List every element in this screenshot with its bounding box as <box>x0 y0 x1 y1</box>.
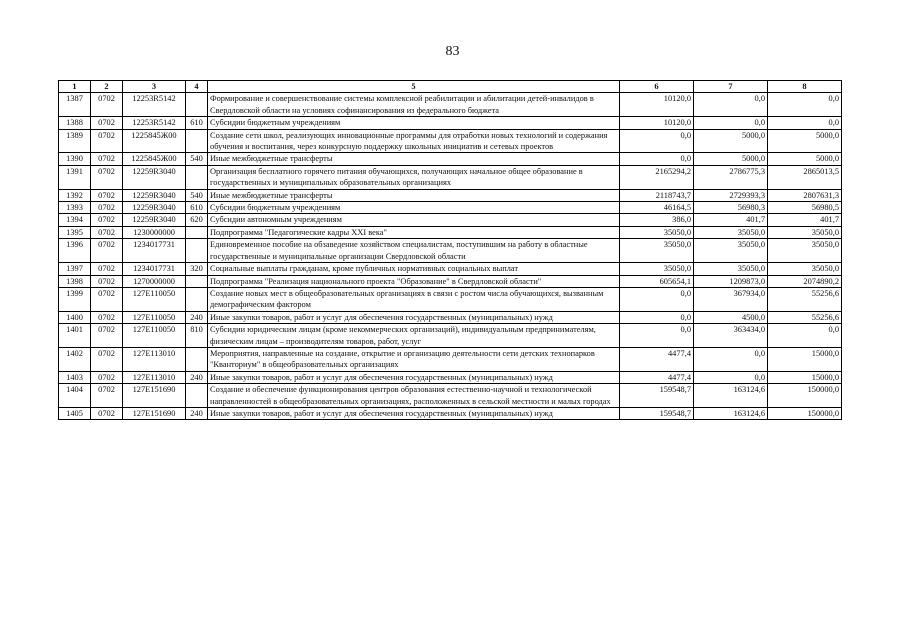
amount-2022-cell: 2074890,2 <box>768 275 842 287</box>
section-code-cell: 0702 <box>91 117 123 129</box>
amount-2021-cell: 56980,3 <box>694 202 768 214</box>
amount-2021-cell: 367934,0 <box>694 287 768 311</box>
target-article-cell: 12253R5142 <box>123 117 186 129</box>
description-cell: Мероприятия, направленные на создание, открытие и организацию деятельности сети детских технопарков "Кванториум" в общеобразовательных организациях <box>208 347 620 371</box>
amount-2021-cell: 0,0 <box>694 117 768 129</box>
table-row <box>59 324 842 348</box>
amount-2022-cell: 15000,0 <box>768 371 842 383</box>
column-header-1: 1 <box>59 81 91 93</box>
expense-type-cell: 320 <box>186 263 208 275</box>
amount-2020-cell: 46164,5 <box>620 202 694 214</box>
section-code-cell: 0702 <box>91 202 123 214</box>
section-code-cell: 0702 <box>91 384 123 408</box>
expense-type-cell <box>186 287 208 311</box>
description-cell: Субсидии юридическим лицам (кроме некоммерческих организаций), индивидуальным предпринимателям, физическим лицам – производителям товаров, работ, услуг <box>208 324 620 348</box>
amount-2022-cell: 5000,0 <box>768 153 842 165</box>
target-article-cell: 1225845Ж00 <box>123 153 186 165</box>
target-article-cell: 127E151690 <box>123 384 186 408</box>
amount-2020-cell: 4477,4 <box>620 371 694 383</box>
section-code-cell: 0702 <box>91 263 123 275</box>
amount-2022-cell: 55256,6 <box>768 311 842 323</box>
amount-2020-cell: 605654,1 <box>620 275 694 287</box>
amount-2022-cell: 35050,0 <box>768 226 842 238</box>
expense-type-cell: 540 <box>186 189 208 201</box>
amount-2021-cell: 401,7 <box>694 214 768 226</box>
target-article-cell: 127E113010 <box>123 347 186 371</box>
amount-2021-cell: 35050,0 <box>694 226 768 238</box>
amount-2021-cell: 0,0 <box>694 347 768 371</box>
table-row <box>59 347 842 371</box>
expense-type-cell: 240 <box>186 371 208 383</box>
amount-2020-cell: 0,0 <box>620 311 694 323</box>
amount-2022-cell: 0,0 <box>768 93 842 117</box>
expense-type-cell <box>186 347 208 371</box>
description-cell: Социальные выплаты гражданам, кроме публичных нормативных социальных выплат <box>208 263 620 275</box>
table-row <box>59 117 842 129</box>
section-code-cell: 0702 <box>91 214 123 226</box>
table-row <box>59 311 842 323</box>
target-article-cell: 1230000000 <box>123 226 186 238</box>
description-cell: Иные межбюджетные трансферты <box>208 189 620 201</box>
table-body <box>59 93 842 420</box>
row-number-cell: 1390 <box>59 153 91 165</box>
table-header-row <box>59 81 842 93</box>
amount-2020-cell: 35050,0 <box>620 239 694 263</box>
amount-2022-cell: 35050,0 <box>768 239 842 263</box>
target-article-cell: 1270000000 <box>123 275 186 287</box>
column-header-3: 3 <box>123 81 186 93</box>
section-code-cell: 0702 <box>91 324 123 348</box>
expense-type-cell <box>186 226 208 238</box>
row-number-cell: 1392 <box>59 189 91 201</box>
target-article-cell: 12259R3040 <box>123 189 186 201</box>
amount-2022-cell: 401,7 <box>768 214 842 226</box>
target-article-cell: 127E151690 <box>123 407 186 419</box>
target-article-cell: 127E110050 <box>123 324 186 348</box>
row-number-cell: 1389 <box>59 129 91 153</box>
table-row <box>59 189 842 201</box>
target-article-cell: 12259R3040 <box>123 165 186 189</box>
amount-2022-cell: 0,0 <box>768 117 842 129</box>
column-header-7: 7 <box>694 81 768 93</box>
amount-2020-cell: 35050,0 <box>620 226 694 238</box>
section-code-cell: 0702 <box>91 189 123 201</box>
table-row <box>59 226 842 238</box>
description-cell: Иные межбюджетные трансферты <box>208 153 620 165</box>
amount-2022-cell: 2807631,3 <box>768 189 842 201</box>
amount-2021-cell: 5000,0 <box>694 129 768 153</box>
amount-2022-cell: 150000,0 <box>768 384 842 408</box>
table-row <box>59 239 842 263</box>
amount-2022-cell: 55256,6 <box>768 287 842 311</box>
row-number-cell: 1391 <box>59 165 91 189</box>
expense-type-cell: 240 <box>186 311 208 323</box>
row-number-cell: 1393 <box>59 202 91 214</box>
table-row <box>59 263 842 275</box>
amount-2021-cell: 1209873,0 <box>694 275 768 287</box>
description-cell: Иные закупки товаров, работ и услуг для обеспечения государственных (муниципальных) нужд <box>208 407 620 419</box>
section-code-cell: 0702 <box>91 347 123 371</box>
description-cell: Создание сети школ, реализующих инновационные программы для отработки новых технологий и содержания обучения и воспитания, через конкурсную поддержку школьных инициатив и сетевых проектов <box>208 129 620 153</box>
section-code-cell: 0702 <box>91 311 123 323</box>
amount-2020-cell: 0,0 <box>620 129 694 153</box>
table-row <box>59 214 842 226</box>
row-number-cell: 1398 <box>59 275 91 287</box>
page-number: 83 <box>445 44 460 59</box>
amount-2020-cell: 0,0 <box>620 324 694 348</box>
target-article-cell: 1225845Ж00 <box>123 129 186 153</box>
row-number-cell: 1396 <box>59 239 91 263</box>
amount-2021-cell: 2729393,3 <box>694 189 768 201</box>
expense-type-cell <box>186 93 208 117</box>
row-number-cell: 1399 <box>59 287 91 311</box>
amount-2020-cell: 2165294,2 <box>620 165 694 189</box>
target-article-cell: 12259R3040 <box>123 202 186 214</box>
section-code-cell: 0702 <box>91 287 123 311</box>
section-code-cell: 0702 <box>91 407 123 419</box>
table-row <box>59 129 842 153</box>
section-code-cell: 0702 <box>91 226 123 238</box>
row-number-cell: 1402 <box>59 347 91 371</box>
amount-2022-cell: 2865013,5 <box>768 165 842 189</box>
expense-type-cell: 810 <box>186 324 208 348</box>
amount-2020-cell: 0,0 <box>620 287 694 311</box>
amount-2021-cell: 35050,0 <box>694 239 768 263</box>
expense-type-cell: 610 <box>186 202 208 214</box>
target-article-cell: 127E110050 <box>123 311 186 323</box>
target-article-cell: 127E113010 <box>123 371 186 383</box>
description-cell: Формирование и совершенствование системы комплексной реабилитации и абилитации детей-инвалидов в Свердловской области на условиях софинансирования из федерального бюджета <box>208 93 620 117</box>
amount-2020-cell: 10120,0 <box>620 117 694 129</box>
amount-2022-cell: 15000,0 <box>768 347 842 371</box>
amount-2021-cell: 163124,6 <box>694 407 768 419</box>
table-row <box>59 371 842 383</box>
table-row <box>59 275 842 287</box>
amount-2021-cell: 0,0 <box>694 371 768 383</box>
section-code-cell: 0702 <box>91 153 123 165</box>
column-header-2: 2 <box>91 81 123 93</box>
description-cell: Иные закупки товаров, работ и услуг для обеспечения государственных (муниципальных) нужд <box>208 311 620 323</box>
amount-2022-cell: 5000,0 <box>768 129 842 153</box>
amount-2020-cell: 0,0 <box>620 153 694 165</box>
expense-type-cell <box>186 239 208 263</box>
row-number-cell: 1388 <box>59 117 91 129</box>
section-code-cell: 0702 <box>91 165 123 189</box>
expense-type-cell: 240 <box>186 407 208 419</box>
description-cell: Субсидии бюджетным учреждениям <box>208 117 620 129</box>
table-row <box>59 287 842 311</box>
amount-2020-cell: 2118743,7 <box>620 189 694 201</box>
amount-2020-cell: 4477,4 <box>620 347 694 371</box>
budget-table <box>58 80 842 420</box>
description-cell: Создание и обеспечение функционирования центров образования естественно-научной и технологической направленностей в общеобразовательных организациях, расположенных в сельской местности и малых городах <box>208 384 620 408</box>
description-cell: Субсидии бюджетным учреждениям <box>208 202 620 214</box>
row-number-cell: 1404 <box>59 384 91 408</box>
description-cell: Иные закупки товаров, работ и услуг для обеспечения государственных (муниципальных) нужд <box>208 371 620 383</box>
table-row <box>59 407 842 419</box>
section-code-cell: 0702 <box>91 93 123 117</box>
section-code-cell: 0702 <box>91 371 123 383</box>
amount-2020-cell: 386,0 <box>620 214 694 226</box>
description-cell: Подпрограмма "Педагогические кадры XXI века" <box>208 226 620 238</box>
expense-type-cell <box>186 275 208 287</box>
column-header-8: 8 <box>768 81 842 93</box>
expense-type-cell: 610 <box>186 117 208 129</box>
row-number-cell: 1400 <box>59 311 91 323</box>
amount-2022-cell: 35050,0 <box>768 263 842 275</box>
table-row <box>59 165 842 189</box>
amount-2021-cell: 5000,0 <box>694 153 768 165</box>
target-article-cell: 1234017731 <box>123 263 186 275</box>
row-number-cell: 1387 <box>59 93 91 117</box>
target-article-cell: 1234017731 <box>123 239 186 263</box>
expense-type-cell <box>186 165 208 189</box>
expense-type-cell <box>186 384 208 408</box>
target-article-cell: 127E110050 <box>123 287 186 311</box>
expense-type-cell: 540 <box>186 153 208 165</box>
amount-2020-cell: 10120,0 <box>620 93 694 117</box>
amount-2022-cell: 0,0 <box>768 324 842 348</box>
row-number-cell: 1401 <box>59 324 91 348</box>
column-header-4: 4 <box>186 81 208 93</box>
table-row <box>59 93 842 117</box>
expense-type-cell <box>186 129 208 153</box>
row-number-cell: 1395 <box>59 226 91 238</box>
amount-2021-cell: 163124,6 <box>694 384 768 408</box>
amount-2021-cell: 363434,0 <box>694 324 768 348</box>
description-cell: Создание новых мест в общеобразовательных организациях в связи с ростом числа обучающихся, вызванным демографическим фактором <box>208 287 620 311</box>
amount-2021-cell: 35050,0 <box>694 263 768 275</box>
amount-2021-cell: 2786775,3 <box>694 165 768 189</box>
amount-2020-cell: 159548,7 <box>620 407 694 419</box>
amount-2021-cell: 4500,0 <box>694 311 768 323</box>
expense-type-cell: 620 <box>186 214 208 226</box>
amount-2021-cell: 0,0 <box>694 93 768 117</box>
column-header-5: 5 <box>208 81 620 93</box>
amount-2020-cell: 35050,0 <box>620 263 694 275</box>
description-cell: Организация бесплатного горячего питания обучающихся, получающих начальное общее образование в государственных и муниципальных образовательных организациях <box>208 165 620 189</box>
column-header-6: 6 <box>620 81 694 93</box>
row-number-cell: 1405 <box>59 407 91 419</box>
section-code-cell: 0702 <box>91 129 123 153</box>
amount-2022-cell: 56980,5 <box>768 202 842 214</box>
amount-2022-cell: 150000,0 <box>768 407 842 419</box>
description-cell: Подпрограмма "Реализация национального проекта "Образование" в Свердловской области" <box>208 275 620 287</box>
table-row <box>59 384 842 408</box>
description-cell: Единовременное пособие на обзаведение хозяйством специалистам, поступившим на работу в областные государственные и муниципальные организации Свердловской области <box>208 239 620 263</box>
description-cell: Субсидии автономным учреждениям <box>208 214 620 226</box>
table-row <box>59 202 842 214</box>
row-number-cell: 1403 <box>59 371 91 383</box>
target-article-cell: 12253R5142 <box>123 93 186 117</box>
table-row <box>59 153 842 165</box>
section-code-cell: 0702 <box>91 239 123 263</box>
target-article-cell: 12259R3040 <box>123 214 186 226</box>
amount-2020-cell: 159548,7 <box>620 384 694 408</box>
section-code-cell: 0702 <box>91 275 123 287</box>
row-number-cell: 1397 <box>59 263 91 275</box>
row-number-cell: 1394 <box>59 214 91 226</box>
